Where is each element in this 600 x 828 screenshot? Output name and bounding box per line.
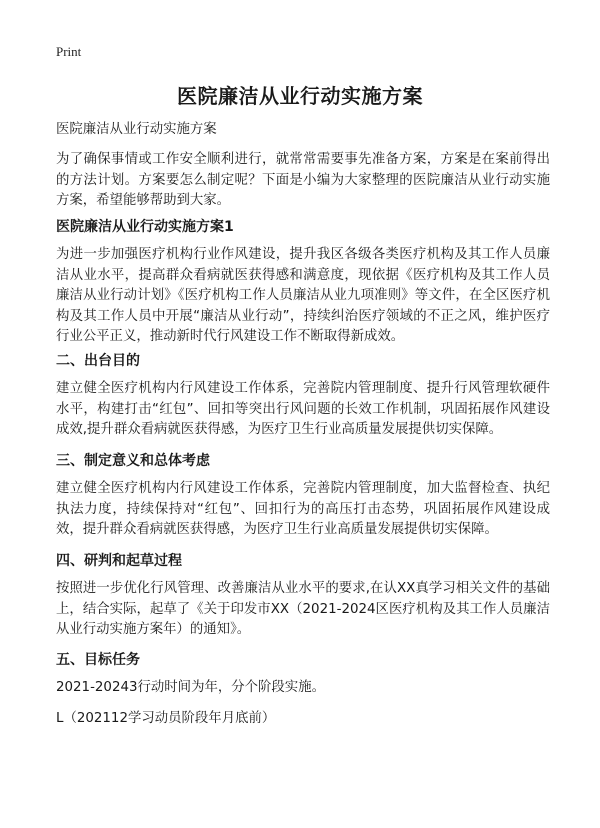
section-5-heading: 五、目标任务 [56, 652, 140, 668]
intro-paragraph: 为了确保事情或工作安全顺利进行，就常常需要事先准备方案，方案是在案前得出的方法计划。方案要怎么制定呢？下面是小编为大家整理的医院廉洁从业行动实施方案，希望能够帮助到大家。 [56, 152, 550, 208]
section-5-paragraph-2: L（202112学习动员阶段年月底前） [56, 711, 276, 726]
section-5-paragraph-1: 2021-20243行动时间为年，分个阶段实施。 [56, 680, 325, 695]
section-4-paragraph: 按照进一步优化行风管理、改善廉洁从业水平的要求,在认XX真学习相关文件的基础上，结合实际，起草了《关于印发市XX（2021-2024区医疗机构及其工作人员廉洁从业行动实施方案年）的通知》。 [56, 581, 550, 637]
section-3-paragraph: 建立健全医疗机构内行风建设工作体系，完善院内管理制度，加大监督检查、执纪执法力度，持续保持对“红包”、回扣行为的高压打击态势，巩固拓展作风建设成效，提升群众看病就医获得感，为医疗卫生行业高质量发展提供切实保障。 [56, 481, 550, 537]
page-title: 医院廉洁从业行动实施方案 [177, 84, 423, 108]
section-1-paragraph: 为进一步加强医疗机构行业作风建设，提升我区各级各类医疗机构及其工作人员廉洁从业水平，提高群众看病就医获得感和满意度，现依据《医疗机构及其工作人员廉洁从业行动计划》《医疗机构工作人员廉洁从业九项准则》等文件，在全区医疗机构及其工作人员中开展“廉洁从业行动”，持续纠治医疗领域的不正之风，维护医疗行业公平正义，推动新时代行风建设工作不断取得新成效。 [56, 247, 550, 344]
section-1-heading: 医院廉洁从业行动实施方案1 [56, 219, 234, 235]
section-2-paragraph: 建立健全医疗机构内行风建设工作体系，完善院内管理制度、提升行风管理软硬件水平，构建打击“红包”、回扣等突出行风问题的长效工作机制，巩固拓展作风建设成效,提升群众看病就医获得感，为医疗卫生行业高质量发展提供切实保障。 [56, 381, 550, 437]
print-link[interactable]: Print [56, 44, 82, 59]
section-4-heading: 四、研判和起草过程 [56, 553, 182, 569]
section-2-heading: 二、出台目的 [56, 353, 140, 369]
document-subtitle: 医院廉洁从业行动实施方案 [56, 122, 217, 137]
section-3-heading: 三、制定意义和总体考虑 [56, 453, 210, 469]
